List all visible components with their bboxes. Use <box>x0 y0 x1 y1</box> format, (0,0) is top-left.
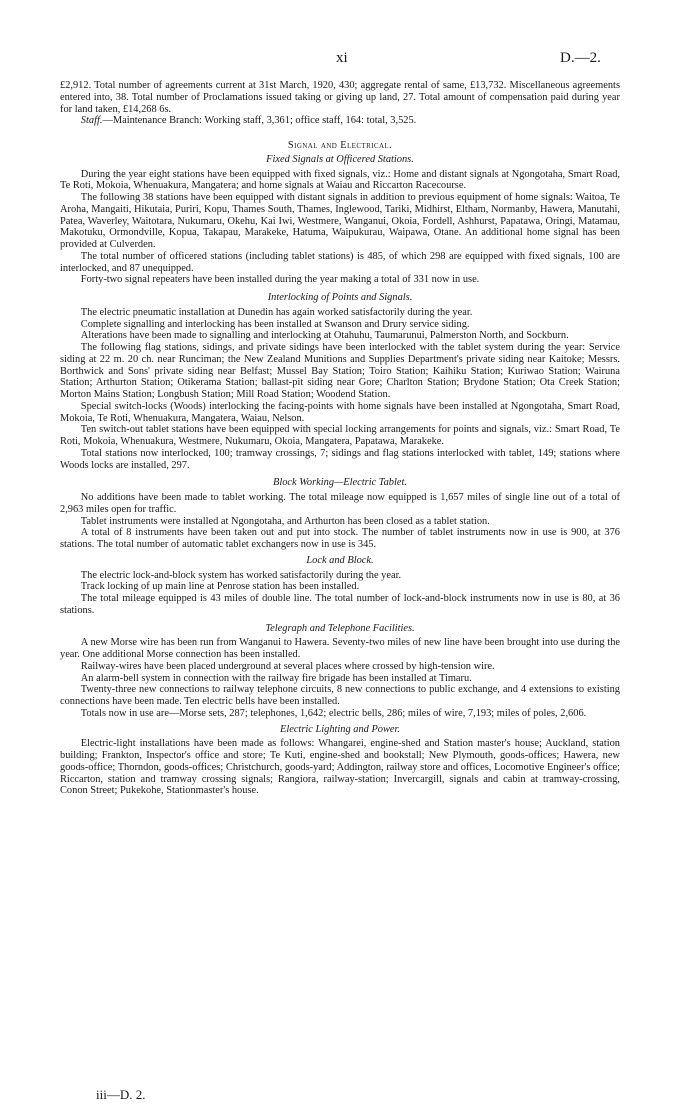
paragraph: Total stations now interlocked, 100; tramway crossings, 7; sidings and flag stations interlocked with tablet, 149; stations where Woods locks are installed, 297. <box>60 447 620 471</box>
paragraph: A new Morse wire has been run from Wanganui to Hawera. Seventy-two miles of new line have been brought into use during the year. One additional Morse connection has been installed. <box>60 637 620 660</box>
paragraph: The following flag stations, sidings, and private sidings have been interlocked with the tablet system during the year: Service siding at 22 m. 20 ch. near Runciman; the New Zealand Munitions and Supplies Department's private siding near Kaitoke; Messrs. Borthwick and Sons' private siding near Belfast; Mussel Bay Station; Toiro Station; Kaihiku Station; Kuriwao Station; Wairuna Station; Arthurton Station; Otikerama Station; ballast-pit siding near Gore; Charlton Station; Brydone Station; Ota Creek Station; Morton Mains Station; Longbush Station; Mill Road Station; Woodend Station. <box>60 342 620 400</box>
section-title-signal: Signal and Electrical. <box>287 140 393 151</box>
paragraph: Railway-wires have been placed underground at several places where crossed by high-tension wire. <box>80 660 495 672</box>
paragraph: The electric pneumatic installation at Dunedin has again worked satisfactorily during the year. <box>80 306 473 318</box>
paragraph: Alterations have been made to signalling and interlocking at Otahuhu, Taumarunui, Palmerston North, and Sockburn. <box>80 330 569 342</box>
paragraph: Track locking of up main line at Penrose station has been installed. <box>80 581 360 593</box>
paragraph: Tablet instruments were installed at Ngongotaha, and Arthurton has been closed as a tablet station. <box>80 515 490 527</box>
paragraph: Totals now in use are—Morse sets, 287; telephones, 1,642; electric bells, 286; miles of wire, 7,193; miles of poles, 2,606. <box>80 707 587 719</box>
staff-text: —Maintenance Branch: Working staff, 3,361; office staff, 164: total, 3,525. <box>102 115 417 127</box>
subsection-title-electric-lighting: Electric Lighting and Power. <box>279 723 401 735</box>
subsection-title-lock-and-block: Lock and Block. <box>306 554 374 566</box>
paragraph: The following 38 stations have been equipped with distant signals in addition to previous equipment of home signals: Waitoa, Te Aroha, Mangaiti, Hikutaia, Puriri, Kopu, Thames South, Thames, Inglewood, Tariki, Midhirst, Eltham, Normanby, Hawera, Manutahi, Patea, Waverley, Waitotara, Nukumaru, Okehu, Kai Iwi, Westmere, Wanganui, Okoia, Fordell, Ashhurst, Papatawa, Oringi, Matamau, Makotuku, Ormondville, Kopua, Takapau, Marakeke, Hatuma, Waipukurau, Waipawa, Otane. An additional home signal has been provided at Culverden. <box>60 192 620 250</box>
paragraph: The electric lock-and-block system has worked satisfactorily during the year. <box>80 569 402 581</box>
paragraph: Special switch-locks (Woods) interlocking the facing-points with home signals have been installed at Ngongotaha, Smart Road, Mokoia, Te Roti, Whenuakura, Mangatera, Waiau, Nelson. <box>60 400 620 424</box>
paragraph: An alarm-bell system in connection with the railway fire brigade has been installed at Timaru. <box>80 672 472 684</box>
paragraph: A total of 8 instruments have been taken out and put into stock. The number of tablet instruments now in use is 900, at 376 stations. The total number of automatic tablet exchangers now in use is 345. <box>60 527 620 550</box>
document-code: D.—2. <box>560 50 601 66</box>
paragraph: Electric-light installations have been made as follows: Whangarei, engine-shed and Station master's house; Auckland, station building; Frankton, Inspector's office and store; Te Kuti, engine-shed and bookstall; New Plymouth, goods-offices; Hawera, new goods-office; Thorndon, goods-offices; Christchurch, goods-yard; Addington, railway store and offices, Locomotive Engineer's office; Riccarton, station and tramway crossing signals; Rangiora, railway-station; Invercargill, signals and cabin at tramway-crossing, Conon Street; Pukekohe, Stationmaster's house. <box>60 738 620 797</box>
paragraph: Forty-two signal repeaters have been installed during the year making a total of 331 now in use. <box>80 274 480 286</box>
page-number: xi <box>336 50 348 66</box>
paragraph: Ten switch-out tablet stations have been equipped with special locking arrangements for points and signals, viz.: Smart Road, Te Roti, Mokoia, Whenuakura, Westmere, Nukumaru, Okoia, Mangatera, Papatawa, Marakeke. <box>60 424 620 447</box>
paragraph: No additions have been made to tablet working. The total mileage now equipped is 1,657 miles of single line out of a total of 2,963 miles open for traffic. <box>60 492 620 515</box>
subsection-title-fixed-signals: Fixed Signals at Officered Stations. <box>266 153 414 165</box>
paragraph: The total number of officered stations (including tablet stations) is 485, of which 298 are equipped with fixed signals, 100 are interlocked, and 87 unequipped. <box>60 250 620 274</box>
staff-label: Staff. <box>80 115 103 127</box>
paragraph: Complete signalling and interlocking has been installed at Swanson and Drury service siding. <box>80 318 470 330</box>
footer-signature: iii—D. 2. <box>96 1087 146 1102</box>
staff-paragraph <box>60 115 620 127</box>
subsection-title-interlocking: Interlocking of Points and Signals. <box>267 292 413 303</box>
subsection-title-block-working: Block Working—Electric Tablet. <box>272 477 407 489</box>
page-body <box>60 80 620 797</box>
paragraph: During the year eight stations have been equipped with fixed signals, viz.: Home and distant signals at Ngongotaha, Smart Road, Te Roti, Mokoia, Whenuakura, Mangatera; and home signals at Waiau and Riccarton Racecourse. <box>60 168 620 192</box>
intro-paragraph: £2,912. Total number of agreements current at 31st March, 1920, 430; aggregate rental of same, £13,732. Miscellaneous agreements entered into, 38. Total number of Proclamations issued taking or giving up land, 27. Total amount of compensation paid during year for land taken, £14,268 6s. <box>60 80 620 115</box>
subsection-title-telegraph: Telegraph and Telephone Facilities. <box>265 622 415 634</box>
paragraph: Twenty-three new connections to railway telephone circuits, 8 new connections to public exchange, and 4 extensions to existing connections have been made. Ten electric bells have been installed. <box>60 684 620 707</box>
paragraph: The total mileage equipped is 43 miles of double line. The total number of lock-and-block instruments now in use is 80, at 36 stations. <box>60 593 620 616</box>
